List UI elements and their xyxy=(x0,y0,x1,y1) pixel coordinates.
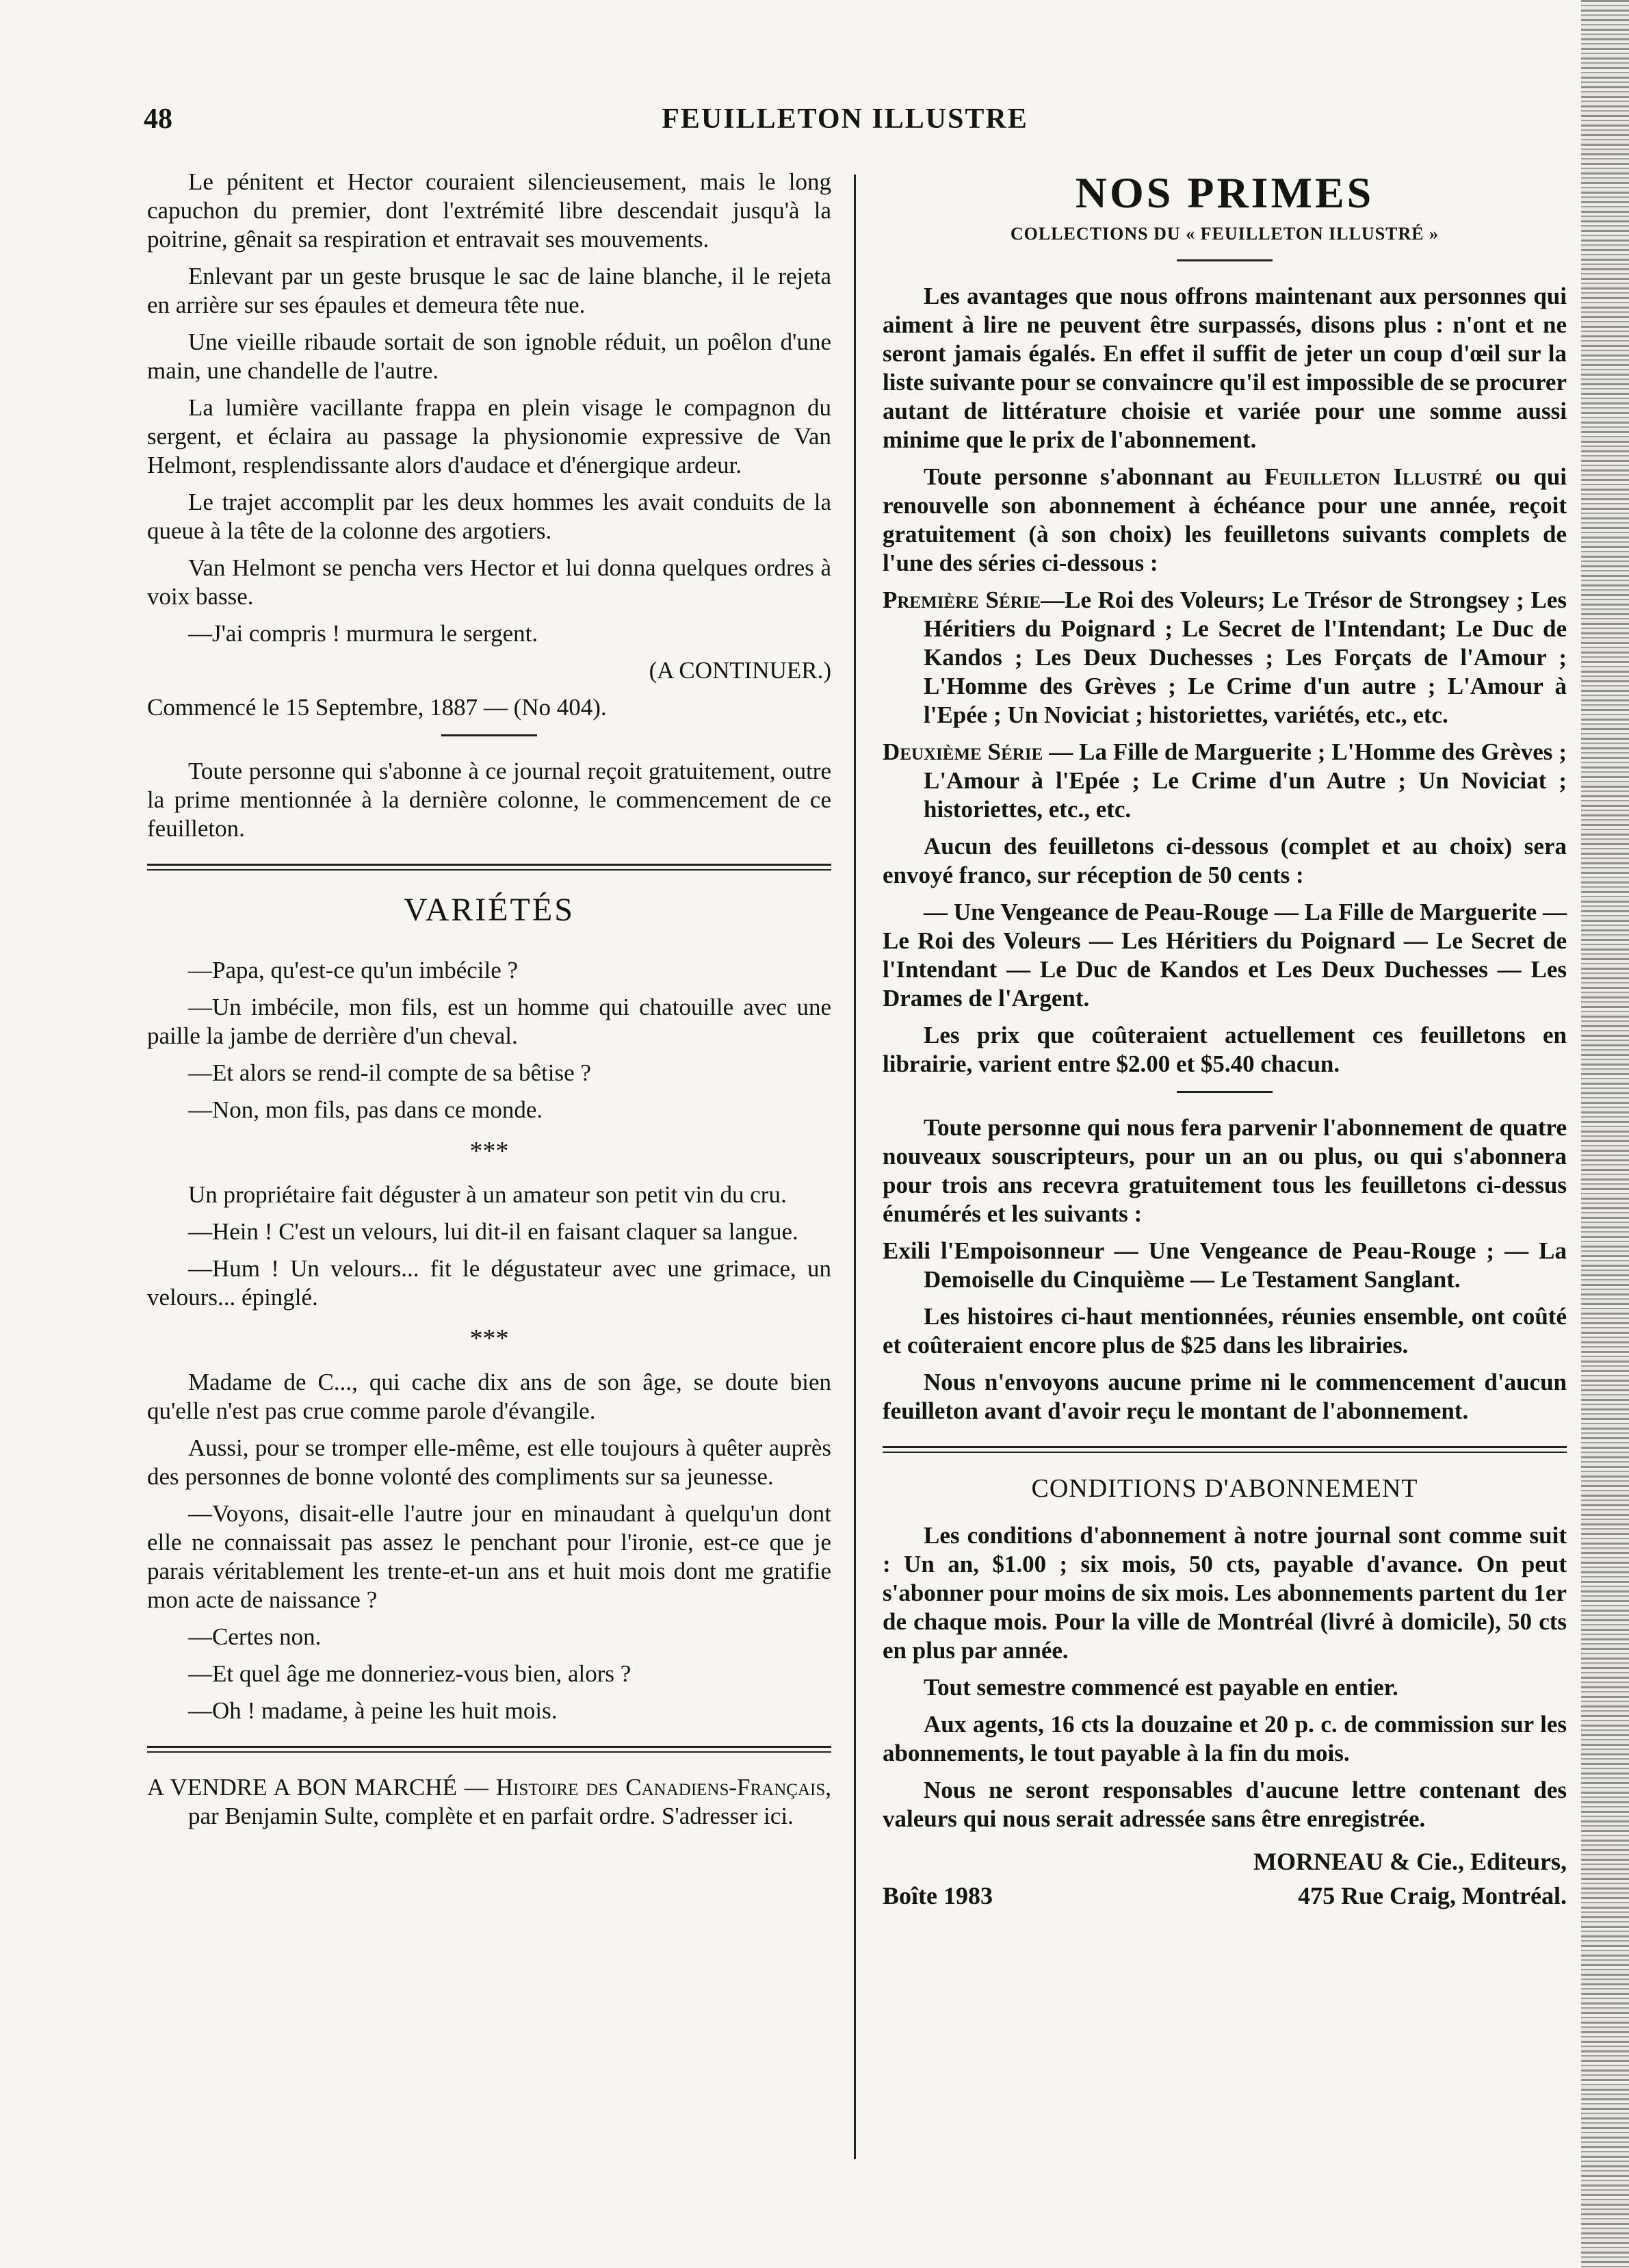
varietes-title: VARIÉTÉS xyxy=(404,892,575,928)
to-continue: (A CONTINUER.) xyxy=(649,657,831,684)
for-sale-notice xyxy=(147,1773,831,1831)
story-paragraph: La lumière vacillante frappa en plein visage le compagnon du sergent, et éclaira au passage la physionomie expressive de Van Helmont, resplendissante alors d'audace et d'énergique ardeur. xyxy=(147,394,831,478)
joke-line: —Oh ! madame, à peine les huit mois. xyxy=(188,1697,558,1724)
for-sale-lead: A VENDRE A BON MARCHÉ — xyxy=(147,1774,496,1801)
page-header xyxy=(144,103,1546,144)
short-rule xyxy=(1177,259,1273,261)
page-number: 48 xyxy=(144,103,172,135)
joke-line: —Certes non. xyxy=(188,1623,322,1650)
publisher-address xyxy=(883,1881,1567,1910)
joke-line: —Hum ! Un velours... fit le dégustateur avec une grimace, un velours... épinglé. xyxy=(147,1255,831,1311)
page-edge xyxy=(1581,0,1629,2268)
primes-paragraph: Toute personne qui nous fera parvenir l'abonnement de quatre nouveaux souscripteurs, pour un an ou plus, ou qui s'abonnera pour trois ans recevra gratuitement tous les feuilletons ci-dessus énumérés et les suivants : xyxy=(883,1114,1567,1227)
primes-title: NOS PRIMES xyxy=(1075,168,1374,217)
publisher-name: MORNEAU & Cie., Editeurs, xyxy=(1253,1848,1567,1875)
joke-line: —Et quel âge me donneriez-vous bien, alors ? xyxy=(188,1660,631,1687)
story-paragraph: Enlevant par un geste brusque le sac de laine blanche, il le rejeta en arrière sur ses épaules et demeura tête nue. xyxy=(147,263,831,318)
conditions-title: CONDITIONS D'ABONNEMENT xyxy=(1031,1474,1418,1503)
serie-1-text: —Le Roi des Voleurs; Le Trésor de Strongsey ; Les Héritiers du Poignard ; Le Secret de l'Intendant; Le Duc de Kandos ; Les Deux Duchesses ; Les Forçats de l'Amour ; L'Homme des Grèves ; Le Crime d'un autre ; L'Amour à l'Epée ; Un Noviciat ; historiettes, variétés, etc., etc. xyxy=(924,587,1567,728)
conditions-paragraph: Les conditions d'abonnement à notre journal sont comme suit : Un an, $1.00 ; six mois, 50 cts, payable d'avance. On peut s'abonner pour moins de six mois. Les abonnements partent du 1er de chaque mois. Pour la ville de Montréal (livré à domicile), 50 cts en plus par année. xyxy=(883,1522,1567,1664)
primes-paragraph: Aucun des feuilletons ci-dessous (complet et au choix) sera envoyé franco, sur réception de 50 cents : xyxy=(883,833,1567,888)
joke-line: —Voyons, disait-elle l'autre jour en minaudant à quelqu'un dont elle ne connaissait pas assez le penchant pour l'ironie, est-ce que je parais véritablement les trente-et-un ans et huit mois dont me gratifie mon acte de naissance ? xyxy=(147,1500,831,1613)
primes-text: ou qui renouvelle son abonnement à échéance pour une année, reçoit gratuitement (à son choix) les feuilletons suivants complets de l'une des séries ci-dessous : xyxy=(883,463,1567,576)
serie-2-text: — La Fille de Marguerite ; L'Homme des Grèves ; L'Amour à l'Epée ; Le Crime d'un Autre ; Un Noviciat ; historiettes, etc., etc. xyxy=(924,738,1567,823)
joke-line: —Un imbécile, mon fils, est un homme qui chatouille avec une paille la jambe de derrière d'un cheval. xyxy=(147,994,831,1049)
serie-2 xyxy=(883,738,1567,824)
joke-line: Aussi, pour se tromper elle-même, est elle toujours à quêter auprès des personnes de bonne volonté des compliments sur sa jeunesse. xyxy=(147,1434,831,1490)
for-sale-rest: par Benjamin Sulte, complète et en parfait ordre. S'adresser ici. xyxy=(188,1803,794,1829)
story-paragraph: —J'ai compris ! murmura le sergent. xyxy=(188,620,538,647)
serie-1 xyxy=(883,586,1567,730)
primes-paragraph: Les prix que coûteraient actuellement ces feuilletons en librairie, varient entre $2.00 et $5.40 chacun. xyxy=(883,1022,1567,1077)
section-divider xyxy=(147,864,831,871)
primes-paragraph: — Une Vengeance de Peau-Rouge — La Fille de Marguerite — Le Roi des Voleurs — Les Héritiers du Poignard — Le Secret de l'Intendant — Le Duc de Kandos et Les Deux Duchesses — Les Drames de l'Argent. xyxy=(883,899,1567,1011)
short-rule xyxy=(441,734,537,736)
serie-1-label: Première Série xyxy=(883,587,1041,613)
right-column xyxy=(883,168,1567,1910)
running-title: FEUILLETON ILLUSTRE xyxy=(662,103,1028,135)
primes-text: Toute personne s'abonnant au xyxy=(924,463,1265,490)
primes-paragraph: Exili l'Empoisonneur — Une Vengeance de Peau-Rouge ; — La Demoiselle du Cinquième — Le Testament Sanglant. xyxy=(883,1237,1567,1293)
conditions-paragraph: Nous ne seront responsables d'aucune lettre contenant des valeurs qui nous serait adressée sans être enregistrée. xyxy=(883,1777,1567,1832)
column-divider xyxy=(854,175,856,2159)
collections-subtitle: COLLECTIONS DU « FEUILLETON ILLUSTRÉ » xyxy=(1010,224,1439,244)
story-paragraph: Le pénitent et Hector couraient silencieusement, mais le long capuchon du premier, dont l'extrémité libre descendait jusqu'à la poitrine, gênait sa respiration et entravait ses mouvements. xyxy=(147,168,831,253)
subscription-note: Toute personne qui s'abonne à ce journal reçoit gratuitement, outre la prime mentionnée à la dernière colonne, le commencement de ce feuilleton. xyxy=(147,758,831,842)
primes-paragraph: Les histoires ci-haut mentionnées, réunies ensemble, ont coûté et coûteraient encore plus de $25 dans les librairies. xyxy=(883,1303,1567,1358)
joke-line: —Papa, qu'est-ce qu'un imbécile ? xyxy=(188,957,519,983)
street-address: 475 Rue Craig, Montréal. xyxy=(1298,1882,1567,1909)
story-paragraph: Une vieille ribaude sortait de son ignoble réduit, un poêlon d'une main, une chandelle de l'autre. xyxy=(147,328,831,384)
primes-paragraph: Nous n'envoyons aucune prime ni le commencement d'aucun feuilleton avant d'avoir reçu le montant de l'abonnement. xyxy=(883,1369,1567,1424)
primes-paragraph xyxy=(883,463,1567,578)
journal-name: Feuilleton Illustré xyxy=(1264,463,1483,490)
asterism: *** xyxy=(469,1324,509,1353)
serie-2-label: Deuxième Série xyxy=(883,738,1043,765)
started-date: Commencé le 15 Septembre, 1887 — (No 404). xyxy=(147,694,607,721)
short-rule xyxy=(1177,1091,1273,1093)
section-divider xyxy=(147,1746,831,1753)
for-sale-title: Histoire des Canadiens-Français, xyxy=(495,1774,831,1801)
asterism: *** xyxy=(469,1137,509,1165)
conditions-paragraph: Tout semestre commencé est payable en entier. xyxy=(924,1674,1398,1701)
joke-line: —Et alors se rend-il compte de sa bêtise ? xyxy=(188,1059,591,1086)
story-paragraph: Van Helmont se pencha vers Hector et lui donna quelques ordres à voix basse. xyxy=(147,554,831,610)
joke-line: Un propriétaire fait déguster à un amateur son petit vin du cru. xyxy=(188,1181,787,1208)
joke-line: —Non, mon fils, pas dans ce monde. xyxy=(188,1096,543,1123)
po-box: Boîte 1983 xyxy=(883,1882,993,1909)
left-column xyxy=(147,168,831,1839)
section-divider xyxy=(883,1446,1567,1453)
joke-line: —Hein ! C'est un velours, lui dit-il en faisant claquer sa langue. xyxy=(188,1218,798,1245)
story-paragraph: Le trajet accomplit par les deux hommes les avait conduits de la queue à la tête de la colonne des argotiers. xyxy=(147,489,831,544)
conditions-paragraph: Aux agents, 16 cts la douzaine et 20 p. c. de commission sur les abonnements, le tout payable à la fin du mois. xyxy=(883,1711,1567,1766)
joke-line: Madame de C..., qui cache dix ans de son âge, se doute bien qu'elle n'est pas crue comme parole d'évangile. xyxy=(147,1369,831,1424)
primes-paragraph: Les avantages que nous offrons maintenant aux personnes qui aiment à lire ne peuvent être surpassés, disons plus : n'ont et ne seront jamais égalés. En effet il suffit de jeter un coup d'œil sur la liste suivante pour se convaincre qu'il est impossible de se procurer autant de littérature choisie et variée pour une somme aussi minime que le prix de l'abonnement. xyxy=(883,283,1567,453)
